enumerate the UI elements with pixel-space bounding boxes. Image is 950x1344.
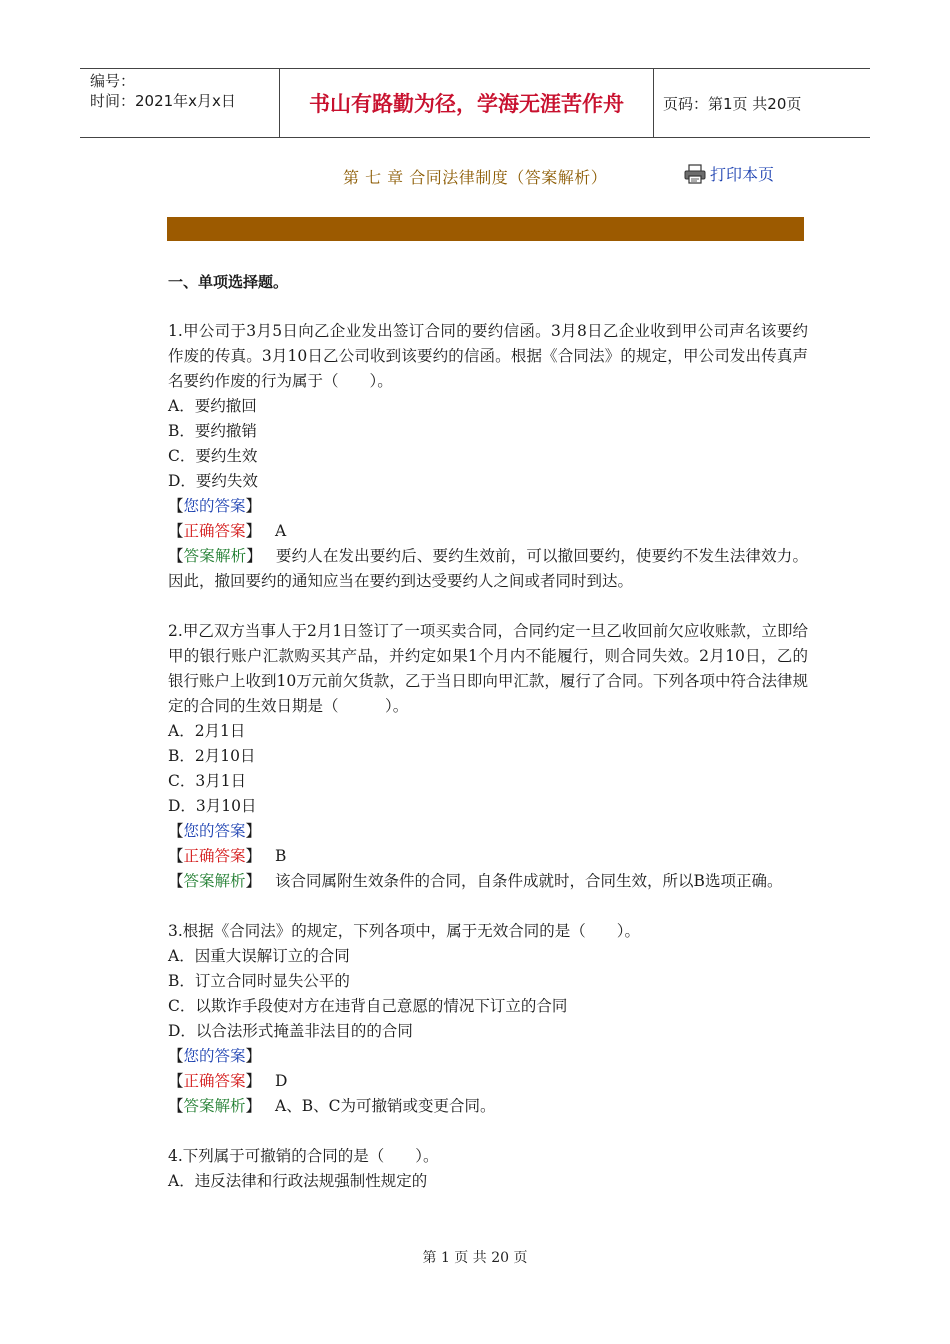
correct-answer-row: 【正确答案】 A [168,522,287,540]
decorative-bar [167,217,804,241]
option: B．要约撤销 [168,422,257,440]
correct-answer-label: 正确答案 [183,522,246,540]
correct-answer-label: 正确答案 [183,847,246,865]
header-meta [80,69,280,137]
analysis-text: A、B、C为可撤销或变更合同。 [275,1097,496,1115]
analysis-label: 答案解析 [183,547,247,565]
correct-answer-row: 【正确答案】 D [168,1072,288,1090]
chapter-title: 第 七 章 合同法律制度（答案解析） [343,168,608,187]
your-answer-label: 您的答案 [183,1047,246,1065]
question-4 [168,1144,808,1194]
correct-answer-row: 【正确答案】 B [168,847,287,865]
page-footer: 第 1 页 共 20 页 [422,1250,528,1266]
option: C．要约生效 [168,447,258,465]
analysis-row: 【答案解析】 该合同属附生效条件的合同，自条件成就时，合同生效，所以B选项正确。 [168,872,783,890]
question-1 [168,319,808,594]
number-label: 编号： [90,72,136,90]
question-3 [168,919,808,1119]
question-2 [168,619,808,894]
print-page-label[interactable]: 打印本页 [710,165,775,184]
analysis-label: 答案解析 [183,1097,246,1115]
analysis-row: 【答案解析】 A、B、C为可撤销或变更合同。 [168,1097,496,1115]
option: D．要约失效 [168,472,258,490]
option: D．3月10日 [168,797,257,815]
page-header [80,68,870,138]
option: B．2月10日 [168,747,256,765]
correct-answer-value: B [275,847,287,865]
option: C．以欺诈手段使对方在违背自己意愿的情况下订立的合同 [168,997,568,1015]
header-page-label: 页码：第1页 共20页 [663,94,802,113]
option: C．3月1日 [168,772,247,790]
section-title: 一、单项选择题。 [168,273,289,291]
option: A．违反法律和行政法规强制性规定的 [168,1172,428,1190]
option: A．要约撤回 [168,397,257,415]
option: A．因重大误解订立的合同 [168,947,350,965]
analysis-row: 【答案解析】 要约人在发出要约后、要约生效前，可以撤回要约，使要约不发生法律效力。因此，撤回要约的通知应当在要约到达受要约人之间或者同时到达。 [168,547,808,590]
correct-answer-value: D [275,1072,288,1090]
print-page-link[interactable] [684,162,774,185]
your-answer-row: 【您的答案】 [168,1047,262,1065]
question-text: 3.根据《合同法》的规定，下列各项中，属于无效合同的是（ ）。 [168,922,641,940]
question-content [168,270,808,1219]
your-answer-row: 【您的答案】 [168,497,262,515]
printer-icon [684,164,706,184]
option: A．2月1日 [168,722,246,740]
question-text: 2.甲乙双方当事人于2月1日签订了一项买卖合同，合同约定一旦乙收回前欠应收账款，立即给甲的银行账户汇款购买其产品，并约定如果1个月内不能履行，则合同失效。2月10日，乙的银行账户上收到10万元前欠货款，乙于当日即向甲汇款，履行了合同。下列各项中符合法律规定的合同的生效日期是（ ）。 [168,622,808,715]
question-text: 4.下列属于可撤销的合同的是（ ）。 [168,1147,439,1165]
option: B．订立合同时显失公平的 [168,972,350,990]
analysis-text: 该合同属附生效条件的合同，自条件成就时，合同生效，所以B选项正确。 [275,872,783,890]
question-text: 1.甲公司于3月5日向乙企业发出签订合同的要约信函。3月8日乙企业收到甲公司声名该要约作废的传真。3月10日乙公司收到该要约的信函。根据《合同法》的规定，甲公司发出传真声名要约作废的行为属于（ ）。 [168,322,808,390]
your-answer-label: 您的答案 [183,822,246,840]
correct-answer-label: 正确答案 [183,1072,246,1090]
analysis-label: 答案解析 [183,872,246,890]
option: D．以合法形式掩盖非法目的的合同 [168,1022,413,1040]
your-answer-label: 您的答案 [183,497,246,515]
analysis-text: 要约人在发出要约后、要约生效前，可以撤回要约，使要约不发生法律效力。因此，撤回要约的通知应当在要约到达受要约人之间或者同时到达。 [168,547,808,590]
time-label: 时间：2021年x月x日 [90,92,236,110]
correct-answer-value: A [275,522,287,540]
your-answer-row: 【您的答案】 [168,822,262,840]
header-motto: 书山有路勤为径，学海无涯苦作舟 [280,69,654,137]
